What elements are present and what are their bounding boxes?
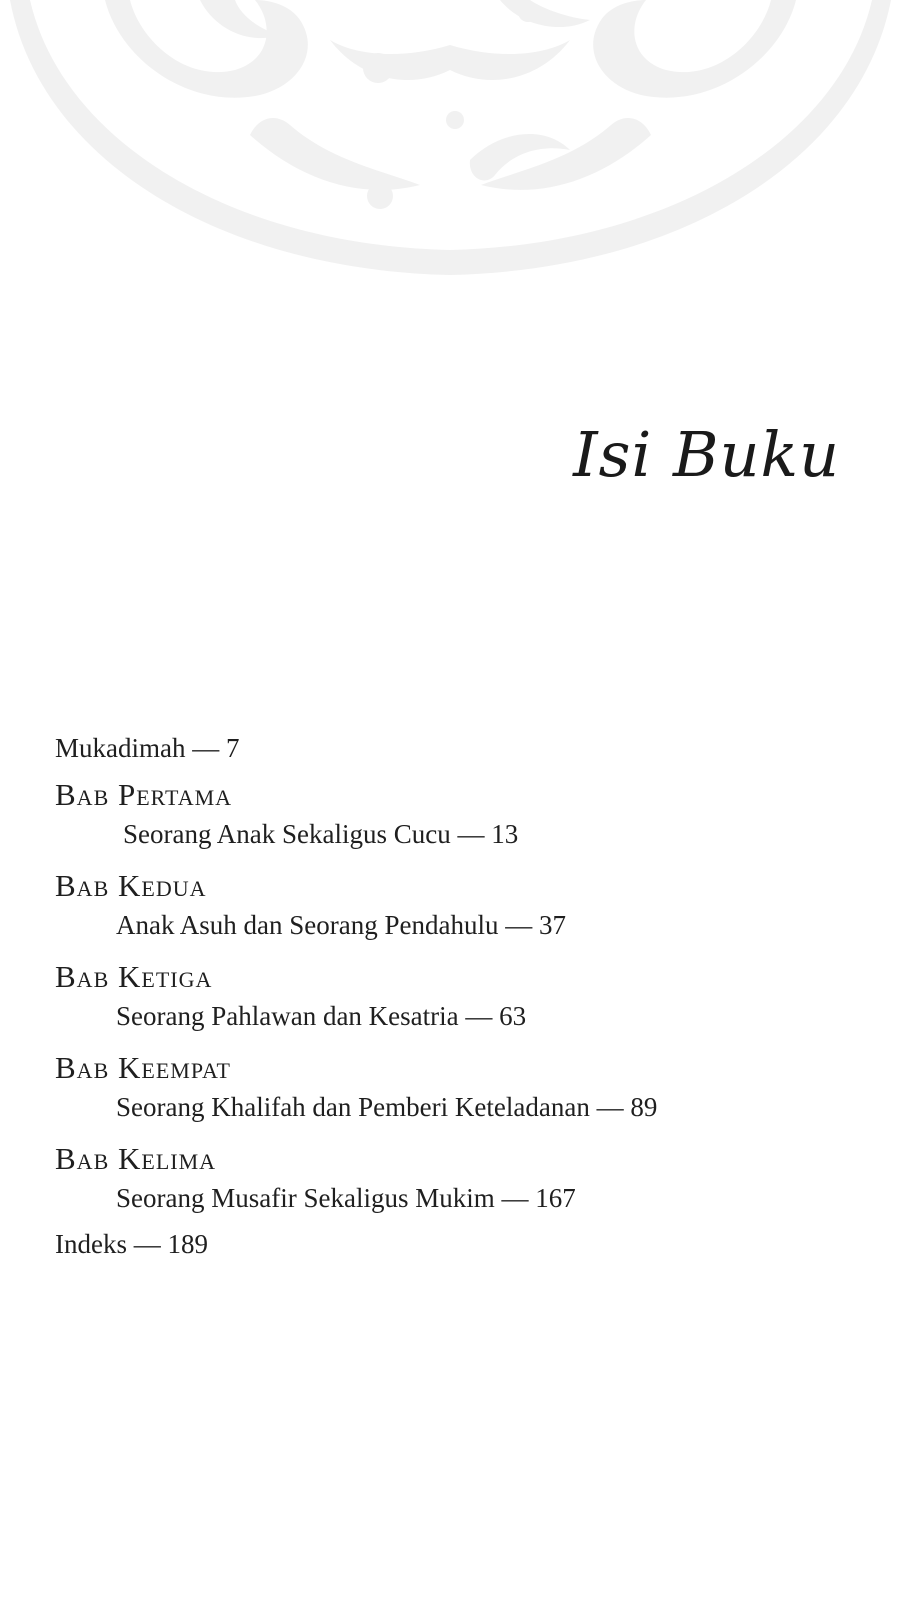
chapter-title-entry[interactable]: Seorang Anak Sekaligus Cucu — 13: [123, 818, 519, 849]
chapter-label: Bab Ketiga: [55, 958, 213, 994]
chapter-label: Bab Keempat: [55, 1049, 231, 1085]
chapter-label: Bab Pertama: [55, 776, 233, 812]
floral-ornament-icon: [0, 0, 901, 300]
chapter-title-entry[interactable]: Seorang Khalifah dan Pemberi Keteladanan — 89: [116, 1091, 658, 1122]
toc-chapter-4: [55, 1047, 855, 1127]
chapter-label: Bab Kedua: [55, 867, 207, 903]
table-of-contents: [55, 722, 855, 1270]
chapter-title-entry[interactable]: Seorang Musafir Sekaligus Mukim — 167: [116, 1182, 576, 1213]
chapter-title-entry[interactable]: Anak Asuh dan Seorang Pendahulu — 37: [116, 909, 566, 940]
toc-chapter-2: [55, 865, 855, 945]
toc-chapter-5: [55, 1138, 855, 1218]
page-title: Isi Buku: [573, 418, 840, 491]
toc-index-entry[interactable]: Indeks — 189: [55, 1228, 208, 1259]
chapter-title-entry[interactable]: Seorang Pahlawan dan Kesatria — 63: [116, 1000, 527, 1031]
toc-intro-entry[interactable]: Mukadimah — 7: [55, 732, 240, 763]
chapter-label: Bab Kelima: [55, 1140, 217, 1176]
toc-chapter-3: [55, 956, 855, 1036]
toc-chapter-1: [55, 774, 855, 854]
